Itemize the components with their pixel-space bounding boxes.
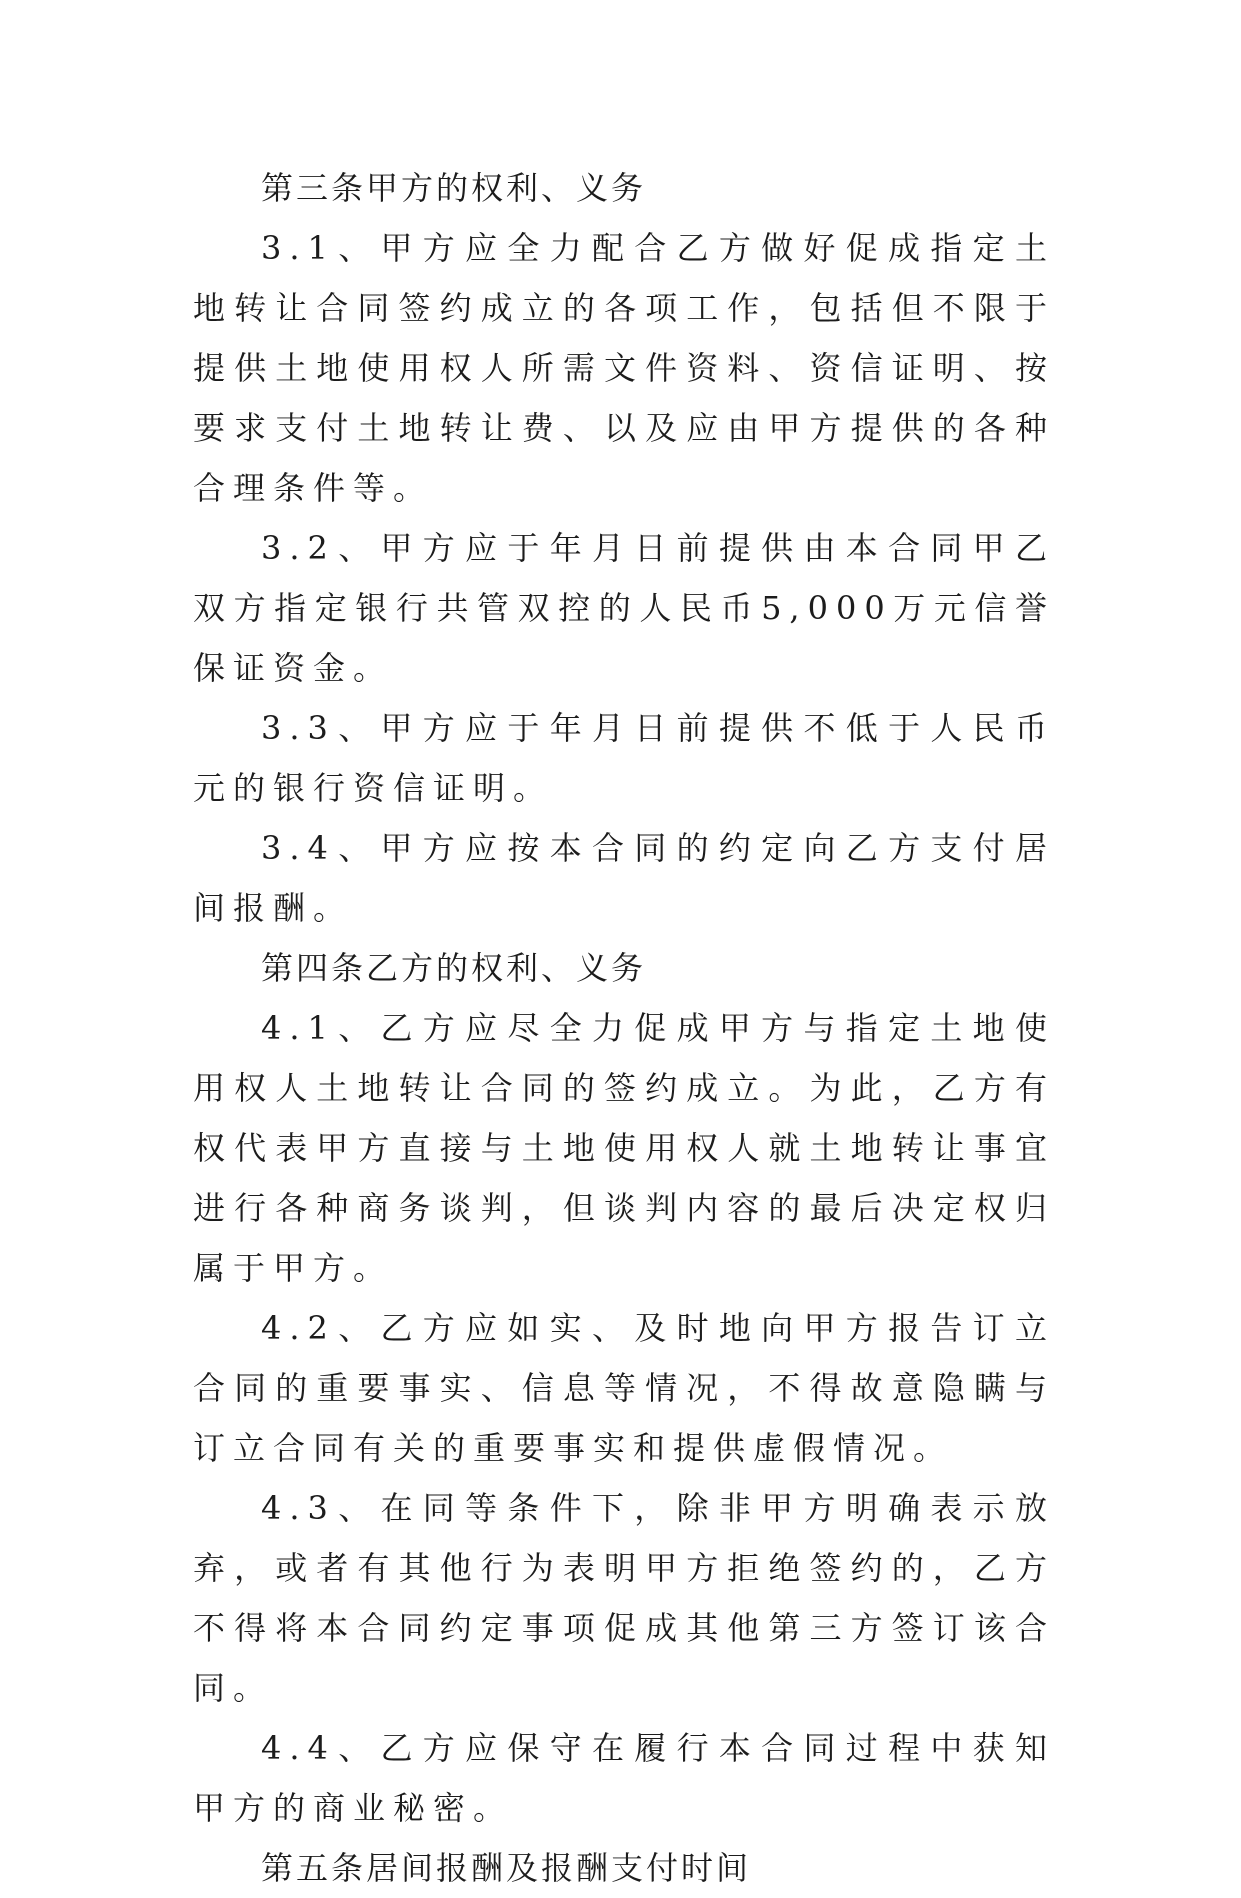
clause-3-1: 3.1、甲方应全力配合乙方做好促成指定土地转让合同签约成立的各项工作，包括但不限于提供土地使用权人所需文件资料、资信证明、按要求支付土地转让费、以及应由甲方提供的各种合理条件等。: [193, 229, 1055, 507]
clause-4-4: 4.4、乙方应保守在履行本合同过程中获知甲方的商业秘密。: [193, 1729, 1055, 1827]
document-body: [193, 158, 1055, 1898]
clause-3-3: 3.3、甲方应于年月日前提供不低于人民币元的银行资信证明。: [193, 709, 1055, 807]
clause-3-4: 3.4、甲方应按本合同的约定向乙方支付居间报酬。: [193, 829, 1055, 927]
clause-4-1: 4.1、乙方应尽全力促成甲方与指定土地使用权人土地转让合同的签约成立。为此，乙方有权代表甲方直接与土地使用权人就土地转让事宜进行各种商务谈判，但谈判内容的最后决定权归属于甲方。: [193, 1009, 1055, 1287]
section-heading-article-5: 第五条居间报酬及报酬支付时间: [261, 1849, 752, 1887]
section-heading-article-4: 第四条乙方的权利、义务: [261, 949, 647, 987]
section-heading-article-3: 第三条甲方的权利、义务: [261, 169, 647, 207]
clause-3-2: 3.2、甲方应于年月日前提供由本合同甲乙双方指定银行共管双控的人民币5,000万元信誉保证资金。: [193, 529, 1055, 687]
clause-4-3: 4.3、在同等条件下，除非甲方明确表示放弃，或者有其他行为表明甲方拒绝签约的，乙方不得将本合同约定事项促成其他第三方签订该合同。: [193, 1489, 1055, 1707]
clause-4-2: 4.2、乙方应如实、及时地向甲方报告订立合同的重要事实、信息等情况，不得故意隐瞒与订立合同有关的重要事实和提供虚假情况。: [193, 1309, 1055, 1467]
